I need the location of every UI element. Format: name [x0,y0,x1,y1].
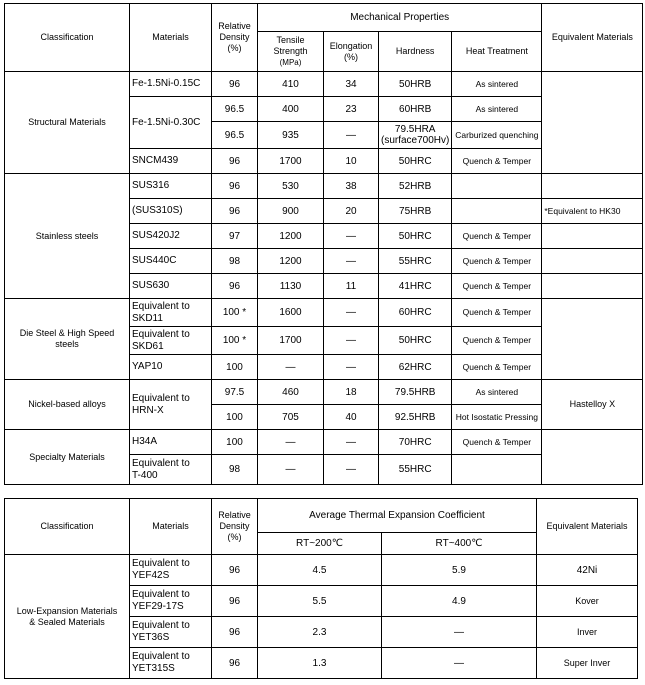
tensile-cell: 410 [258,72,324,97]
equivalent-cell: Hastelloy X [542,380,643,430]
tensile-cell: 935 [258,122,324,149]
equivalent-cell: 42Ni [537,555,638,586]
density-cell: 100 * [212,327,258,355]
rt200-cell: 1.3 [258,648,382,679]
material-cell: SNCM439 [130,149,212,174]
header-rt-400: RT~400℃ [382,533,537,555]
header-classification: Classification [5,4,130,72]
hardness-cell: 79.5HRA (surface700Hv) [379,122,452,149]
elongation-cell: 18 [324,380,379,405]
material-cell: YAP10 [130,355,212,380]
equivalent-cell: *Equivalent to HK30 [542,199,643,224]
header-classification: Classification [5,499,130,555]
material-cell: SUS440C [130,249,212,274]
heat-treatment-cell: Quench & Temper [452,149,542,174]
equivalent-cell: Kover [537,586,638,617]
group-die-steel: Die Steel & High Speed steels [5,299,130,380]
header-equivalent-materials: Equivalent Materials [537,499,638,555]
heat-treatment-cell: As sintered [452,97,542,122]
elongation-cell: 23 [324,97,379,122]
table-row [5,299,643,327]
material-cell: Equivalent to YET36S [130,617,212,648]
density-cell: 97 [212,224,258,249]
header-relative-density: Relative Density (%) [212,4,258,72]
group-specialty: Specialty Materials [5,430,130,485]
header-relative-density: Relative Density (%) [212,499,258,555]
tensile-cell: 1600 [258,299,324,327]
rt200-cell: 4.5 [258,555,382,586]
equivalent-cell: Inver [537,617,638,648]
material-cell: SUS420J2 [130,224,212,249]
group-nickel: Nickel-based alloys [5,380,130,430]
density-cell: 96 [212,555,258,586]
header-tensile-strength: Tensile Strength (MPa) [258,32,324,72]
hardness-cell: 50HRC [379,149,452,174]
heat-treatment-cell: Quench & Temper [452,299,542,327]
material-cell: Equivalent to SKD11 [130,299,212,327]
elongation-cell: 11 [324,274,379,299]
hardness-cell: 60HRC [379,299,452,327]
thermal-expansion-table [4,498,638,679]
material-cell: SUS630 [130,274,212,299]
equivalent-cell [542,224,643,249]
density-cell: 98 [212,249,258,274]
heat-treatment-cell [452,174,542,199]
hardness-cell: 50HRC [379,327,452,355]
hardness-cell: 75HRB [379,199,452,224]
density-cell: 96 [212,149,258,174]
density-cell: 100 [212,430,258,455]
elongation-cell: — [324,249,379,274]
material-cell: Equivalent to YET315S [130,648,212,679]
tensile-cell: 1130 [258,274,324,299]
header-materials: Materials [130,4,212,72]
density-cell: 100 [212,355,258,380]
density-cell: 100 [212,405,258,430]
elongation-cell: 40 [324,405,379,430]
hardness-cell: 50HRB [379,72,452,97]
heat-treatment-cell: Quench & Temper [452,249,542,274]
elongation-cell: 38 [324,174,379,199]
equivalent-cell [542,174,643,199]
tensile-cell: 460 [258,380,324,405]
tensile-cell: — [258,355,324,380]
heat-treatment-cell: As sintered [452,72,542,97]
material-cell: Fe-1.5Ni-0.30C [130,97,212,149]
table-row [5,72,643,97]
tensile-cell: — [258,430,324,455]
hardness-cell: 79.5HRB [379,380,452,405]
header-materials: Materials [130,499,212,555]
hardness-cell: 41HRC [379,274,452,299]
table-row [5,174,643,199]
group-structural: Structural Materials [5,72,130,174]
header-thermal-expansion: Average Thermal Expansion Coefficient [258,499,537,533]
elongation-cell: — [324,224,379,249]
mechanical-properties-table [4,3,643,485]
elongation-cell: — [324,299,379,327]
table-row [5,555,638,586]
elongation-cell: 34 [324,72,379,97]
header-rt-200: RT~200℃ [258,533,382,555]
tensile-cell: 1200 [258,249,324,274]
tensile-cell: 400 [258,97,324,122]
table-row [5,380,643,405]
density-cell: 98 [212,455,258,485]
heat-treatment-cell: Hot Isostatic Pressing [452,405,542,430]
hardness-cell: 55HRC [379,249,452,274]
tensile-cell: 530 [258,174,324,199]
equivalent-cell [542,299,643,380]
material-cell: H34A [130,430,212,455]
header-heat-treatment: Heat Treatment [452,32,542,72]
hardness-cell: 52HRB [379,174,452,199]
density-cell: 96 [212,648,258,679]
equivalent-cell [542,72,643,174]
material-cell: Fe-1.5Ni-0.15C [130,72,212,97]
equivalent-cell [542,249,643,274]
density-cell: 96 [212,586,258,617]
equivalent-cell [542,274,643,299]
elongation-cell: — [324,455,379,485]
density-cell: 96 [212,274,258,299]
elongation-cell: 20 [324,199,379,224]
header-hardness: Hardness [379,32,452,72]
elongation-cell: — [324,430,379,455]
rt400-cell: — [382,617,537,648]
heat-treatment-cell: Quench & Temper [452,430,542,455]
material-cell: Equivalent to YEF42S [130,555,212,586]
elongation-cell: — [324,327,379,355]
rt200-cell: 2.3 [258,617,382,648]
density-cell: 100 * [212,299,258,327]
material-cell: Equivalent to HRN-X [130,380,212,430]
rt400-cell: 4.9 [382,586,537,617]
heat-treatment-cell: Quench & Temper [452,224,542,249]
equivalent-cell [542,430,643,485]
density-cell: 96 [212,72,258,97]
heat-treatment-cell: Quench & Temper [452,327,542,355]
tensile-cell: 705 [258,405,324,430]
header-elongation: Elongation (%) [324,32,379,72]
tensile-cell: — [258,455,324,485]
density-cell: 96.5 [212,122,258,149]
material-cell: Equivalent to YEF29-17S [130,586,212,617]
heat-treatment-cell: Quench & Temper [452,355,542,380]
density-cell: 97.5 [212,380,258,405]
equivalent-cell: Super Inver [537,648,638,679]
hardness-cell: 62HRC [379,355,452,380]
material-cell: SUS316 [130,174,212,199]
table-row [5,430,643,455]
hardness-cell: 60HRB [379,97,452,122]
tensile-cell: 1700 [258,327,324,355]
elongation-cell: 10 [324,149,379,174]
material-cell: Equivalent to T-400 [130,455,212,485]
density-cell: 96 [212,199,258,224]
heat-treatment-cell [452,199,542,224]
hardness-cell: 70HRC [379,430,452,455]
tensile-cell: 1200 [258,224,324,249]
material-cell: Equivalent to SKD61 [130,327,212,355]
group-low-expansion: Low-Expansion Materials & Sealed Materials [5,555,130,679]
rt400-cell: — [382,648,537,679]
header-mechanical-properties: Mechanical Properties [258,4,542,32]
heat-treatment-cell: Carburized quenching [452,122,542,149]
heat-treatment-cell: As sintered [452,380,542,405]
heat-treatment-cell [452,455,542,485]
density-cell: 96 [212,617,258,648]
density-cell: 96.5 [212,97,258,122]
material-cell: (SUS310S) [130,199,212,224]
tensile-cell: 1700 [258,149,324,174]
rt400-cell: 5.9 [382,555,537,586]
rt200-cell: 5.5 [258,586,382,617]
heat-treatment-cell: Quench & Temper [452,274,542,299]
elongation-cell: — [324,122,379,149]
hardness-cell: 50HRC [379,224,452,249]
header-equivalent-materials: Equivalent Materials [542,4,643,72]
hardness-cell: 55HRC [379,455,452,485]
elongation-cell: — [324,355,379,380]
group-stainless: Stainless steels [5,174,130,299]
density-cell: 96 [212,174,258,199]
tensile-cell: 900 [258,199,324,224]
hardness-cell: 92.5HRB [379,405,452,430]
